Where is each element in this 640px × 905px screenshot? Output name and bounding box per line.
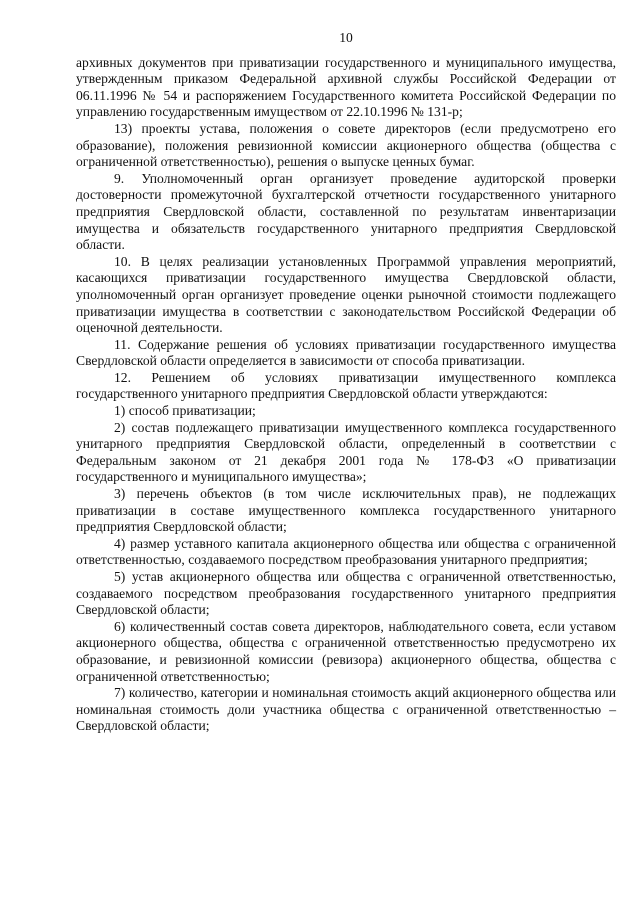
paragraph-item-4: 4) размер уставного капитала акционерного общества или общества с ограниченной ответственностью, создаваемого посредством преобразования унитарного предприятия; [76,535,616,568]
paragraph-item-2: 2) состав подлежащего приватизации имущественного комплекса государственного унитарного предприятия Свердловской области, определенный в соответствии с Федеральным законом от 21 декабря 2001 года № 178-ФЗ «О приватизации государственного и муниципального имущества»; [76,419,616,485]
paragraph-item-3: 3) перечень объектов (в том числе исключительных прав), не подлежащих приватизации в составе имущественного комплекса государственного унитарного предприятия Свердловской области; [76,486,616,535]
paragraph-continuation: архивных документов при приватизации государственного и муниципального имущества, утвержденным приказом Федеральной архивной службы Российской Федерации от 06.11.1996 № 54 и распоряжением Государственного комитета Российской Федерации по управлению государственным имуществом от 22.10.1996 № 131-р; [76,54,616,120]
paragraph-clause-12: 12. Решением об условиях приватизации имущественного комплекса государственного унитарного предприятия Свердловской области утверждаются: [76,369,616,402]
paragraph-item-13: 13) проекты устава, положения о совете директоров (если предусмотрено его образование), положения ревизионной комиссии акционерного общества (общества с ограниченной ответственностью), решения о выпуске ценных бумаг. [76,120,616,170]
paragraph-clause-9: 9. Уполномоченный орган организует проведение аудиторской проверки достоверности промежуточной бухгалтерской отчетности государственного унитарного предприятия Свердловской области, составленной по результатам инвентаризации имущества и обязательств государственного унитарного предприятия Свердловской области. [76,170,616,253]
paragraph-item-7: 7) количество, категории и номинальная стоимость акций акционерного общества или номинальная стоимость доли участника общества с ограниченной ответственностью – Свердловской области; [76,685,616,734]
paragraph-clause-10: 10. В целях реализации установленных Программой управления мероприятий, касающихся приватизации государственного имущества Свердловской области, уполномоченный орган организует проведение оценки рыночной стоимости подлежащего приватизации имущества в соответствии с законодательством Российской Федерации об оценочной деятельности. [76,253,616,336]
paragraph-clause-11: 11. Содержание решения об условиях приватизации государственного имущества Свердловской области определяется в зависимости от способа приватизации. [76,336,616,369]
paragraph-item-1: 1) способ приватизации; [114,403,256,419]
paragraph-item-6: 6) количественный состав совета директоров, наблюдательного совета, если уставом акционерного общества, общества с ограниченной ответственностью предусмотрено их образование, и ревизионной комиссии (ревизора) акционерного общества, общества с ограниченной ответственностью; [76,618,616,684]
document-page [76,30,616,735]
paragraph-item-5: 5) устав акционерного общества или общества с ограниченной ответственностью, создаваемого посредством преобразования государственного унитарного предприятия Свердловской области; [76,569,616,618]
page-number: 10 [339,30,353,45]
